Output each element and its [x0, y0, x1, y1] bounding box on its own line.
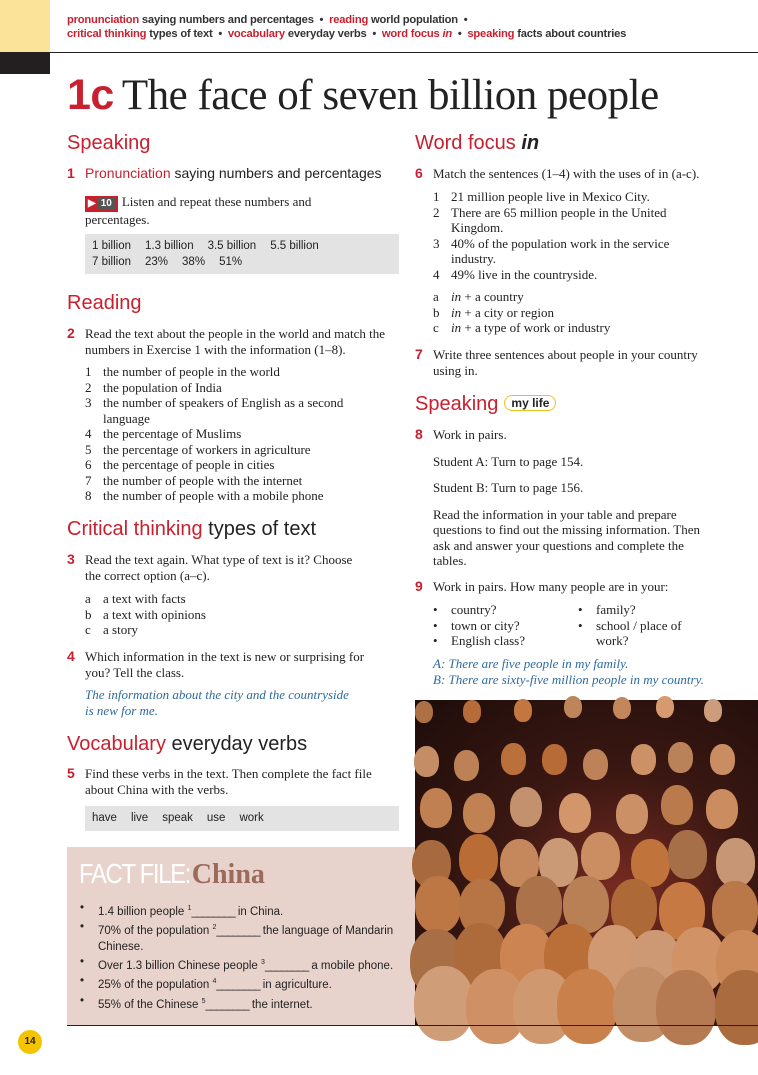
exercise-instruction: Read the text again. What type of text is it? Choose the correct option (a–c). [85, 552, 353, 583]
heading-speaking: Speaking [67, 132, 151, 154]
exercise-instruction: Work in pairs. How many people are in your: [433, 579, 669, 594]
option-item: b a text with opinions [85, 606, 206, 622]
option-item: a a text with facts [85, 591, 186, 606]
crowd-face [510, 787, 542, 827]
options-list [85, 591, 385, 638]
heading-critical-thinking: Critical thinking types of text [67, 518, 317, 540]
page-number: 14 [18, 1030, 42, 1054]
list-item: 3 the number of speakers of English as a second language [85, 395, 344, 426]
heading-reading: Reading [67, 292, 142, 314]
sentence-item: 4 49% live in the countryside. [433, 266, 598, 282]
exercise-number: 7 [415, 346, 423, 362]
exercise-number: 9 [415, 578, 423, 594]
topic-text: saying numbers and percentages [141, 14, 314, 26]
exercise-instruction: Find these verbs in the text. Then complete the fact file about China with the verbs. [85, 766, 372, 797]
exercise-instruction: Which information in the text is new or surprising for you? Tell the class. [85, 649, 365, 680]
crowd-face [656, 970, 716, 1045]
uses-list [433, 289, 703, 336]
crowd-face [613, 697, 631, 720]
crowd-face [459, 834, 498, 883]
topic-text: in [442, 28, 453, 40]
crowd-face [564, 696, 582, 719]
question-col-1 [433, 602, 573, 649]
header-divider [50, 52, 758, 53]
corner-tab-yellow [0, 0, 50, 52]
topic-text: world population [371, 14, 458, 26]
fact-item: • 70% of the population $^2$________ the language of Mandarin Chinese. [79, 920, 409, 955]
fact-item: • 25% of the population $^4$________ in agriculture. [79, 974, 409, 993]
exercise-6 [415, 166, 755, 182]
topic-key: reading [329, 14, 369, 26]
number-item: 38% [182, 256, 206, 268]
crowd-photo [415, 700, 758, 1025]
heading-speaking-my-life: Speaking my life [415, 393, 556, 416]
instruction-text: Listen and repeat these numbers and percentages. [85, 194, 312, 227]
number-item: 1 billion [92, 240, 131, 252]
verb-item: live [130, 812, 149, 824]
list-item: 6 the percentage of people in cities [85, 457, 275, 472]
question-item: • school / place of work? [578, 617, 682, 648]
number-item: 5.5 billion [270, 240, 319, 252]
heading-word-focus: Word focus in [415, 132, 540, 154]
fact-item: • 1.4 billion people $^1$________ in China. [79, 901, 409, 920]
fact-file-list [79, 901, 409, 1013]
crowd-face [616, 794, 648, 834]
example-dialogue [433, 656, 758, 687]
example-answer: The information about the city and the countryside is new for me. [85, 687, 349, 718]
exercise-number: 8 [415, 426, 423, 442]
blank-field[interactable]: ________ [205, 998, 249, 1011]
blank-field[interactable]: ________ [216, 925, 260, 938]
fact-item: • 55% of the Chinese $^5$________ the internet. [79, 994, 409, 1013]
sentences-list [433, 189, 703, 282]
instruction-line: Work in pairs. [433, 427, 507, 442]
crowd-face [542, 744, 567, 775]
topic-key: word focus [381, 28, 440, 40]
number-item: 23% [145, 256, 169, 268]
question-item: • country? [433, 602, 497, 617]
option-item: c a story [85, 622, 139, 637]
sentence-item: 1 21 million people live in Mexico City. [433, 189, 650, 204]
blank-field[interactable]: ________ [191, 905, 235, 918]
number-item: 1.3 billion [145, 240, 194, 252]
verb-item: speak [162, 812, 193, 824]
track-number: 10 [98, 198, 115, 209]
exercise-8 [415, 427, 715, 569]
exercise-2 [67, 326, 402, 357]
exercise-number: 3 [67, 551, 75, 567]
crowd-face [583, 749, 608, 780]
numbers-box [85, 234, 399, 274]
crowd-face [559, 793, 591, 833]
crowd-face [420, 788, 452, 828]
sentence-item: 3 40% of the population work in the service industry. [433, 235, 670, 266]
exercise-1 [67, 166, 402, 182]
crowd-face [661, 785, 693, 825]
crowd-face [581, 832, 620, 881]
verb-item: use [206, 812, 226, 824]
exercise-1-instruction [85, 194, 355, 227]
crowd-face [415, 701, 433, 724]
topic-key: vocabulary [227, 28, 285, 40]
fact-file-title: FACT FILE:China [79, 858, 265, 890]
crowd-face [415, 876, 461, 934]
list-item: 8 the number of people with a mobile phone [85, 488, 324, 503]
fact-item: • Over 1.3 billion Chinese people $^3$________ a mobile phone. [79, 955, 409, 974]
topic-key: critical thinking [67, 28, 147, 40]
exercise-7 [415, 347, 705, 378]
exercise-9 [415, 579, 755, 595]
use-item: b in + a city or region [433, 304, 555, 320]
list-item: 1 the number of people in the world [85, 364, 280, 379]
my-life-badge: my life [504, 395, 556, 411]
number-item: 7 billion [92, 256, 131, 268]
page-title [67, 70, 659, 121]
heading-vocabulary: Vocabulary everyday verbs [67, 733, 308, 755]
number-item: 3.5 billion [207, 240, 257, 252]
exercise-number: 4 [67, 648, 75, 664]
crowd-face [631, 744, 656, 775]
topic-text: facts about countries [517, 28, 627, 40]
crowd-face [668, 742, 693, 773]
list-item: 5 the percentage of workers in agriculture [85, 441, 311, 457]
exercise-number: 6 [415, 165, 423, 181]
use-item: c in + a type of work or industry [433, 320, 611, 335]
verb-item: have [92, 812, 117, 824]
crowd-face [557, 969, 617, 1044]
exercise-number: 1 [67, 165, 75, 181]
crowd-face [454, 750, 479, 781]
exercise-instruction: Match the sentences (1–4) with the uses of in (a-c). [433, 166, 700, 181]
exercise-subtitle: saying numbers and percentages [174, 165, 382, 181]
instruction-line: Student B: Turn to page 156. [433, 480, 584, 495]
instruction-line: Student A: Turn to page 154. [433, 453, 584, 469]
instruction-line: Read the information in your table and prepare questions to find out the missing information. Then ask and answer your questions and complete the tables. [433, 506, 700, 568]
exercise-instruction: Write three sentences about people in your country using in. [433, 347, 698, 378]
number-item: 51% [219, 256, 243, 268]
verbs-box [85, 806, 399, 831]
crowd-face [668, 830, 707, 879]
lesson-topics: pronunciation saying numbers and percentages • reading world population • critical thinking types of text • vocabulary everyday verbs • word focus in • speaking facts about countries [67, 14, 627, 40]
exercise-3 [67, 552, 367, 583]
topic-text: everyday verbs [287, 28, 367, 40]
crowd-face [706, 789, 738, 829]
exercise-number: 2 [67, 325, 75, 341]
list-item: 7 the number of people with the internet [85, 472, 303, 488]
example-line: B: There are sixty-five million people in my country. [433, 671, 704, 687]
blank-field[interactable]: ________ [264, 959, 309, 972]
topic-text: types of text [149, 28, 213, 40]
crowd-face [514, 699, 532, 722]
example-line: A: There are five people in my family. [433, 656, 629, 671]
list-item: 4 the percentage of Muslims [85, 426, 242, 441]
footer-divider [67, 1025, 758, 1026]
corner-tab-black [0, 52, 50, 74]
crowd-face [501, 743, 526, 774]
crowd-face [463, 793, 495, 833]
question-item: • English class? [433, 633, 526, 648]
reading-items [85, 364, 385, 504]
exercise-number: 5 [67, 765, 75, 781]
topic-key: speaking [467, 28, 515, 40]
use-item: a in + a country [433, 289, 524, 304]
question-item: • family? [578, 602, 636, 617]
sentence-item: 2 There are 65 million people in the United Kingdom. [433, 204, 667, 235]
crowd-face [716, 838, 755, 887]
crowd-face [710, 744, 735, 775]
blank-field[interactable]: ________ [216, 979, 260, 992]
exercise-5 [67, 766, 402, 797]
crowd-face [704, 699, 722, 722]
list-item: 2 the population of India [85, 379, 222, 395]
exercise-instruction: Read the text about the people in the world and match the numbers in Exercise 1 with the information (1–8). [85, 326, 385, 357]
question-col-2 [578, 602, 688, 649]
crowd-face [463, 700, 481, 723]
lesson-number: 1c [67, 71, 114, 119]
crowd-face [656, 696, 674, 719]
lesson-title: The face of seven billion people [121, 72, 659, 119]
exercise-4 [67, 649, 377, 680]
crowd-face [414, 746, 439, 777]
audio-track-button[interactable]: ▶ 10 [85, 196, 118, 212]
exercise-label: Pronunciation [85, 165, 171, 181]
topic-key: pronunciation [67, 14, 139, 26]
question-item: • town or city? [433, 617, 520, 633]
verb-item: work [239, 812, 264, 824]
